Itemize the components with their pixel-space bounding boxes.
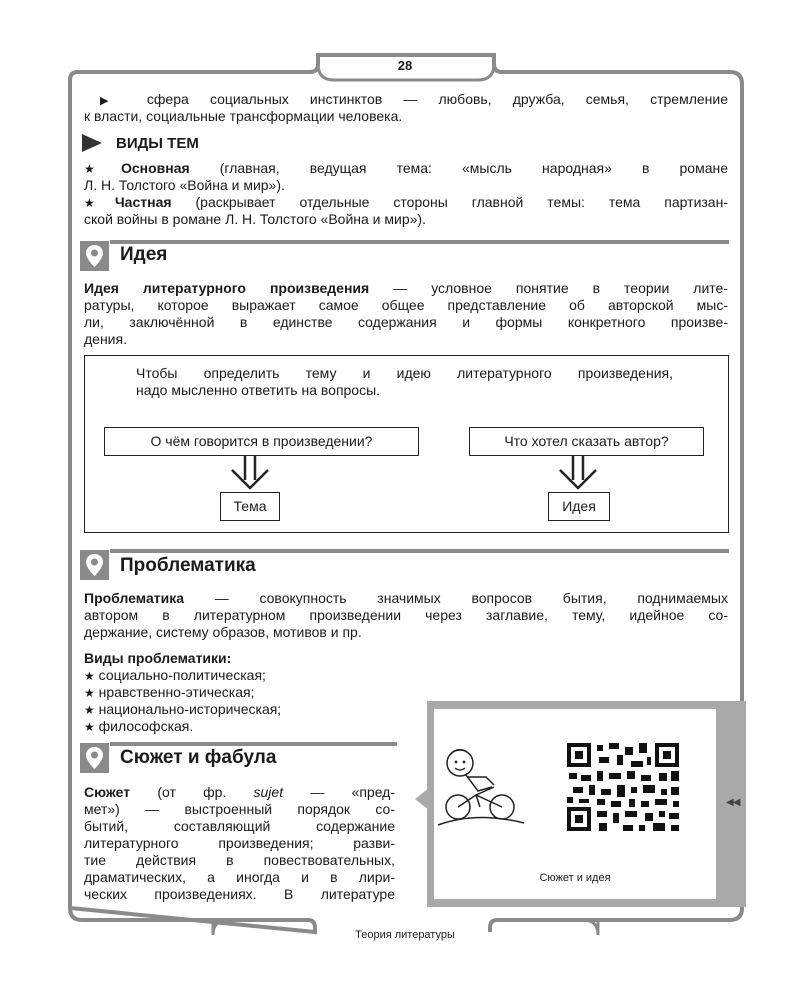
theme-main-line1 — [84, 160, 728, 178]
idea-line1-text: — условное понятие в теории лите- — [369, 280, 728, 296]
problems-section-title: Проблематика — [120, 555, 256, 576]
idea-line2: ратуры, которое выражает самое общее представление об авторской мыс- — [84, 297, 728, 313]
boy-on-bicycle-illustration — [436, 745, 526, 835]
theme-main-line2: Л. Н. Толстого «Война и мир»). — [84, 177, 285, 193]
themes-heading: ВИДЫ ТЕМ — [116, 135, 199, 152]
intro-bullet-line2: к власти, социальные трансформации человека. — [84, 108, 403, 124]
plot-line1-text: (от фр. — [130, 784, 254, 800]
theme-partial-line2: ской войны в романе Л. Н. Толстого «Война и мир»). — [84, 211, 426, 227]
idea-line3: ли, заключённой в единстве содержания и формы конкретного произве- — [84, 314, 728, 330]
problems-kind-item — [84, 684, 254, 702]
star-icon: ★ — [84, 196, 115, 210]
diagram-line1: Чтобы определить тему и идею литературного произведения, — [136, 365, 673, 381]
star-icon: ★ — [84, 703, 95, 717]
section-divider — [110, 240, 729, 244]
idea-line1 — [84, 280, 728, 297]
theme-partial-text: (раскрывает отдельные стороны главной темы: тема партизан- — [171, 194, 728, 210]
page-number: 28 — [397, 58, 413, 73]
triangle-bullet-icon: ▶ — [100, 95, 126, 107]
problems-line1 — [84, 590, 728, 607]
plot-line1-italic: sujet — [253, 784, 284, 800]
problems-term: Проблематика — [84, 590, 184, 606]
play-arrow-icon — [82, 134, 102, 152]
location-pin-icon — [80, 241, 109, 271]
location-pin-icon — [80, 743, 109, 773]
plot-line5: тие действия в повествовательных, — [84, 852, 395, 868]
question-left-box: О чём говорится в произведении? — [104, 427, 419, 456]
theme-main-term: Основная — [120, 160, 190, 176]
panel-pointer — [415, 788, 429, 810]
problems-kind-text: философская. — [98, 718, 194, 734]
plot-line1-text: — «пред- — [283, 784, 395, 800]
idea-line4: дения. — [84, 331, 127, 347]
plot-term: Сюжет — [84, 784, 131, 800]
section-divider — [110, 742, 397, 746]
problems-kind-item — [84, 667, 266, 685]
idea-term: Идея литературного произведения — [84, 280, 370, 296]
theme-partial-line1 — [84, 194, 728, 212]
plot-line2: мет») — выстроенный порядок со- — [84, 801, 395, 817]
star-icon: ★ — [84, 686, 95, 700]
problems-kind-text: национально-историческая; — [98, 701, 282, 717]
qr-caption: Сюжет и идея — [539, 872, 611, 884]
section-divider — [110, 549, 729, 553]
problems-kind-item — [84, 718, 193, 736]
answer-theme-box: Тема — [220, 492, 280, 521]
answer-idea-box: Идея — [548, 492, 610, 521]
theme-main-text: (главная, ведущая тема: «мысль народная» в романе — [189, 160, 729, 176]
problems-line3: держание, систему образов, мотивов и пр. — [84, 624, 362, 640]
qr-code — [565, 741, 683, 835]
problems-kinds-heading: Виды проблематики: — [84, 650, 232, 666]
problems-kind-text: социально-политическая; — [98, 667, 266, 683]
plot-line1 — [84, 784, 395, 801]
problems-line1-text: — совокупность значимых вопросов бытия, поднимаемых — [184, 590, 728, 606]
plot-line7: ческих произведениях. В литературе — [84, 886, 395, 902]
theme-partial-term: Частная — [114, 194, 172, 210]
double-left-arrow-icon: ◀◀ — [726, 797, 740, 808]
star-icon: ★ — [84, 720, 95, 734]
footer-title: Теория литературы — [355, 929, 455, 941]
problems-kind-text: нравственно-этическая; — [98, 684, 255, 700]
intro-bullet-text: сфера социальных инстинктов — любовь, дружба, семья, стремление — [146, 91, 729, 107]
star-icon: ★ — [84, 162, 121, 176]
diagram-line2: надо мысленно ответить на вопросы. — [136, 382, 381, 398]
double-arrow-down-icon — [556, 456, 600, 490]
location-pin-icon — [80, 550, 109, 580]
problems-kind-item — [84, 701, 281, 719]
plot-section-title: Сюжет и фабула — [120, 747, 277, 768]
problems-line2: автором в литературном произведении через заглавие, тему, идейное со- — [84, 607, 728, 623]
double-arrow-down-icon — [228, 456, 272, 490]
plot-line4: литературного произведения; разви- — [84, 835, 395, 851]
idea-section-title: Идея — [120, 244, 168, 265]
question-right-box: Что хотел сказать автор? — [469, 427, 704, 456]
star-icon: ★ — [84, 669, 95, 683]
plot-line6: драматических, а иногда и в лири- — [84, 869, 395, 885]
plot-line3: бытий, составляющий содержание — [84, 818, 395, 834]
